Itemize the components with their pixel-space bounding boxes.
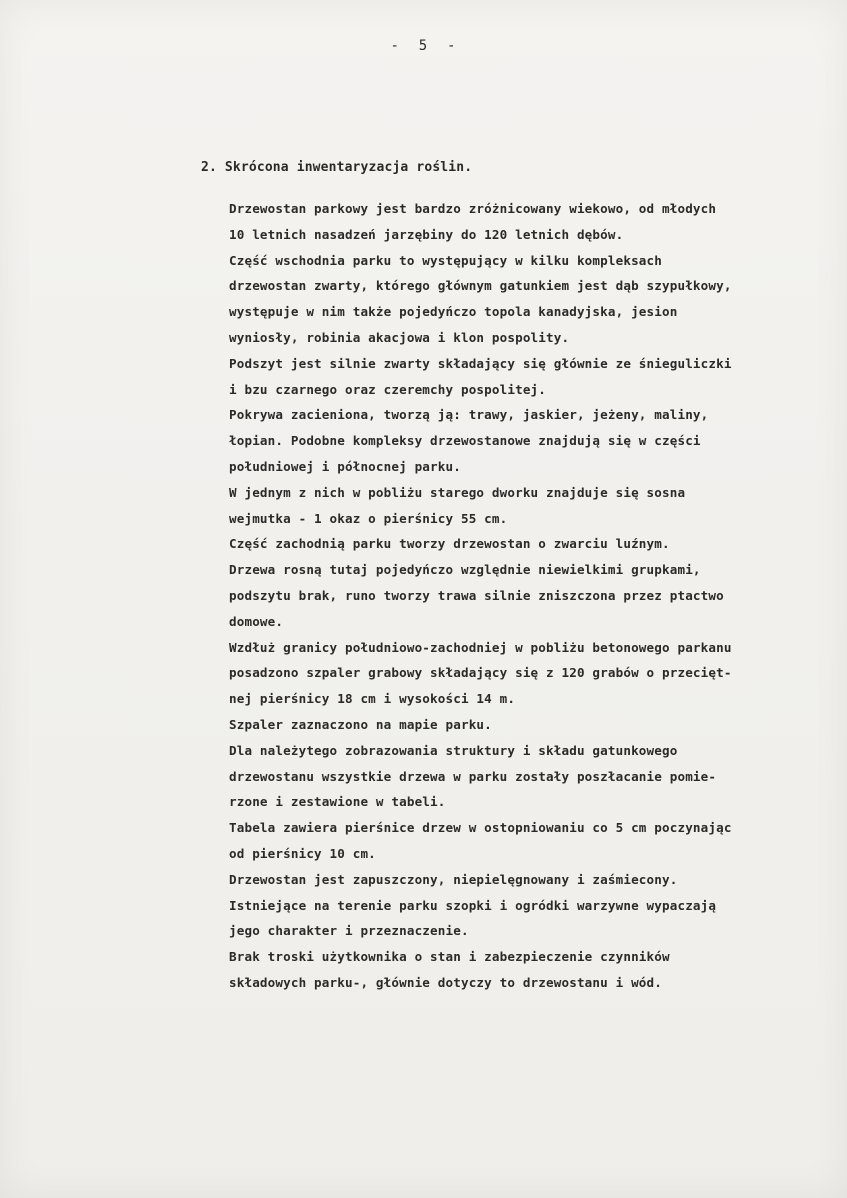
text-line: drzewostanu wszystkie drzewa w parku zostały poszłacanie pomie- (229, 768, 717, 784)
text-line: nej pierśnicy 18 cm i wysokości 14 m. (229, 691, 516, 707)
text-line: Część zachodnią parku tworzy drzewostan o zwarciu luźnym. (229, 536, 670, 552)
text-line: domowe. (229, 613, 284, 629)
text-line: Podszyt jest silnie zwarty składający się głównie ze śnieguliczki (229, 355, 732, 371)
text-line: Część wschodnia parku to występujący w kilku kompleksach (229, 252, 662, 268)
text-line: jego charakter i przeznaczenie. (229, 923, 469, 939)
body-text (229, 196, 841, 996)
text-line: Wzdłuż granicy południowo-zachodniej w pobliżu betonowego parkanu (229, 639, 732, 655)
text-line: od pierśnicy 10 cm. (229, 845, 376, 861)
page-number: - 5 - (390, 38, 457, 54)
text-line: wejmutka - 1 okaz o pierśnicy 55 cm. (229, 510, 508, 526)
section-heading: 2. Skrócona inwentaryzacja roślin. (201, 160, 473, 175)
text-line: Drzewostan jest zapuszczony, niepielęgnowany i zaśmiecony. (229, 871, 678, 887)
text-line: Dla należytego zobrazowania struktury i składu gatunkowego (229, 742, 678, 758)
text-line: składowych parku-, głównie dotyczy to drzewostanu i wód. (229, 974, 662, 990)
text-line: i bzu czarnego oraz czeremchy pospolitej. (229, 381, 547, 397)
text-line: Drzewa rosną tutaj pojedyńczo względnie niewielkimi grupkami, (229, 562, 701, 578)
text-line: Szpaler zaznaczono na mapie parku. (229, 716, 492, 732)
text-line: wyniosły, robinia akacjowa i klon pospolity. (229, 329, 570, 345)
text-line: W jednym z nich w pobliżu starego dworku znajduje się sosna (229, 484, 686, 500)
text-line: występuje w nim także pojedyńczo topola kanadyjska, jesion (229, 304, 678, 320)
text-line: południowej i północnej parku. (229, 458, 461, 474)
text-line: 10 letnich nasadzeń jarzębiny do 120 letnich dębów. (229, 226, 624, 242)
text-line: Istniejące na terenie parku szopki i ogródki warzywne wypaczają (229, 897, 717, 913)
text-line: łopian. Podobne kompleksy drzewostanowe znajdują się w części (229, 433, 701, 449)
text-line: drzewostan zwarty, którego głównym gatunkiem jest dąb szypułkowy, (229, 278, 732, 294)
text-line: podszytu brak, runo tworzy trawa silnie zniszczona przez ptactwo (229, 587, 724, 603)
text-line: posadzono szpaler grabowy składający się z 120 grabów o przecięt- (229, 665, 732, 681)
text-line: rzone i zestawione w tabeli. (229, 794, 446, 810)
text-line: Pokrywa zacieniona, tworzą ją: trawy, jaskier, jeżeny, maliny, (229, 407, 709, 423)
text-line: Brak troski użytkownika o stan i zabezpieczenie czynników (229, 949, 670, 965)
text-line: Drzewostan parkowy jest bardzo zróżnicowany wiekowo, od młodych (229, 201, 717, 216)
text-line: Tabela zawiera pierśnice drzew w ostopniowaniu co 5 cm poczynając (229, 820, 732, 836)
